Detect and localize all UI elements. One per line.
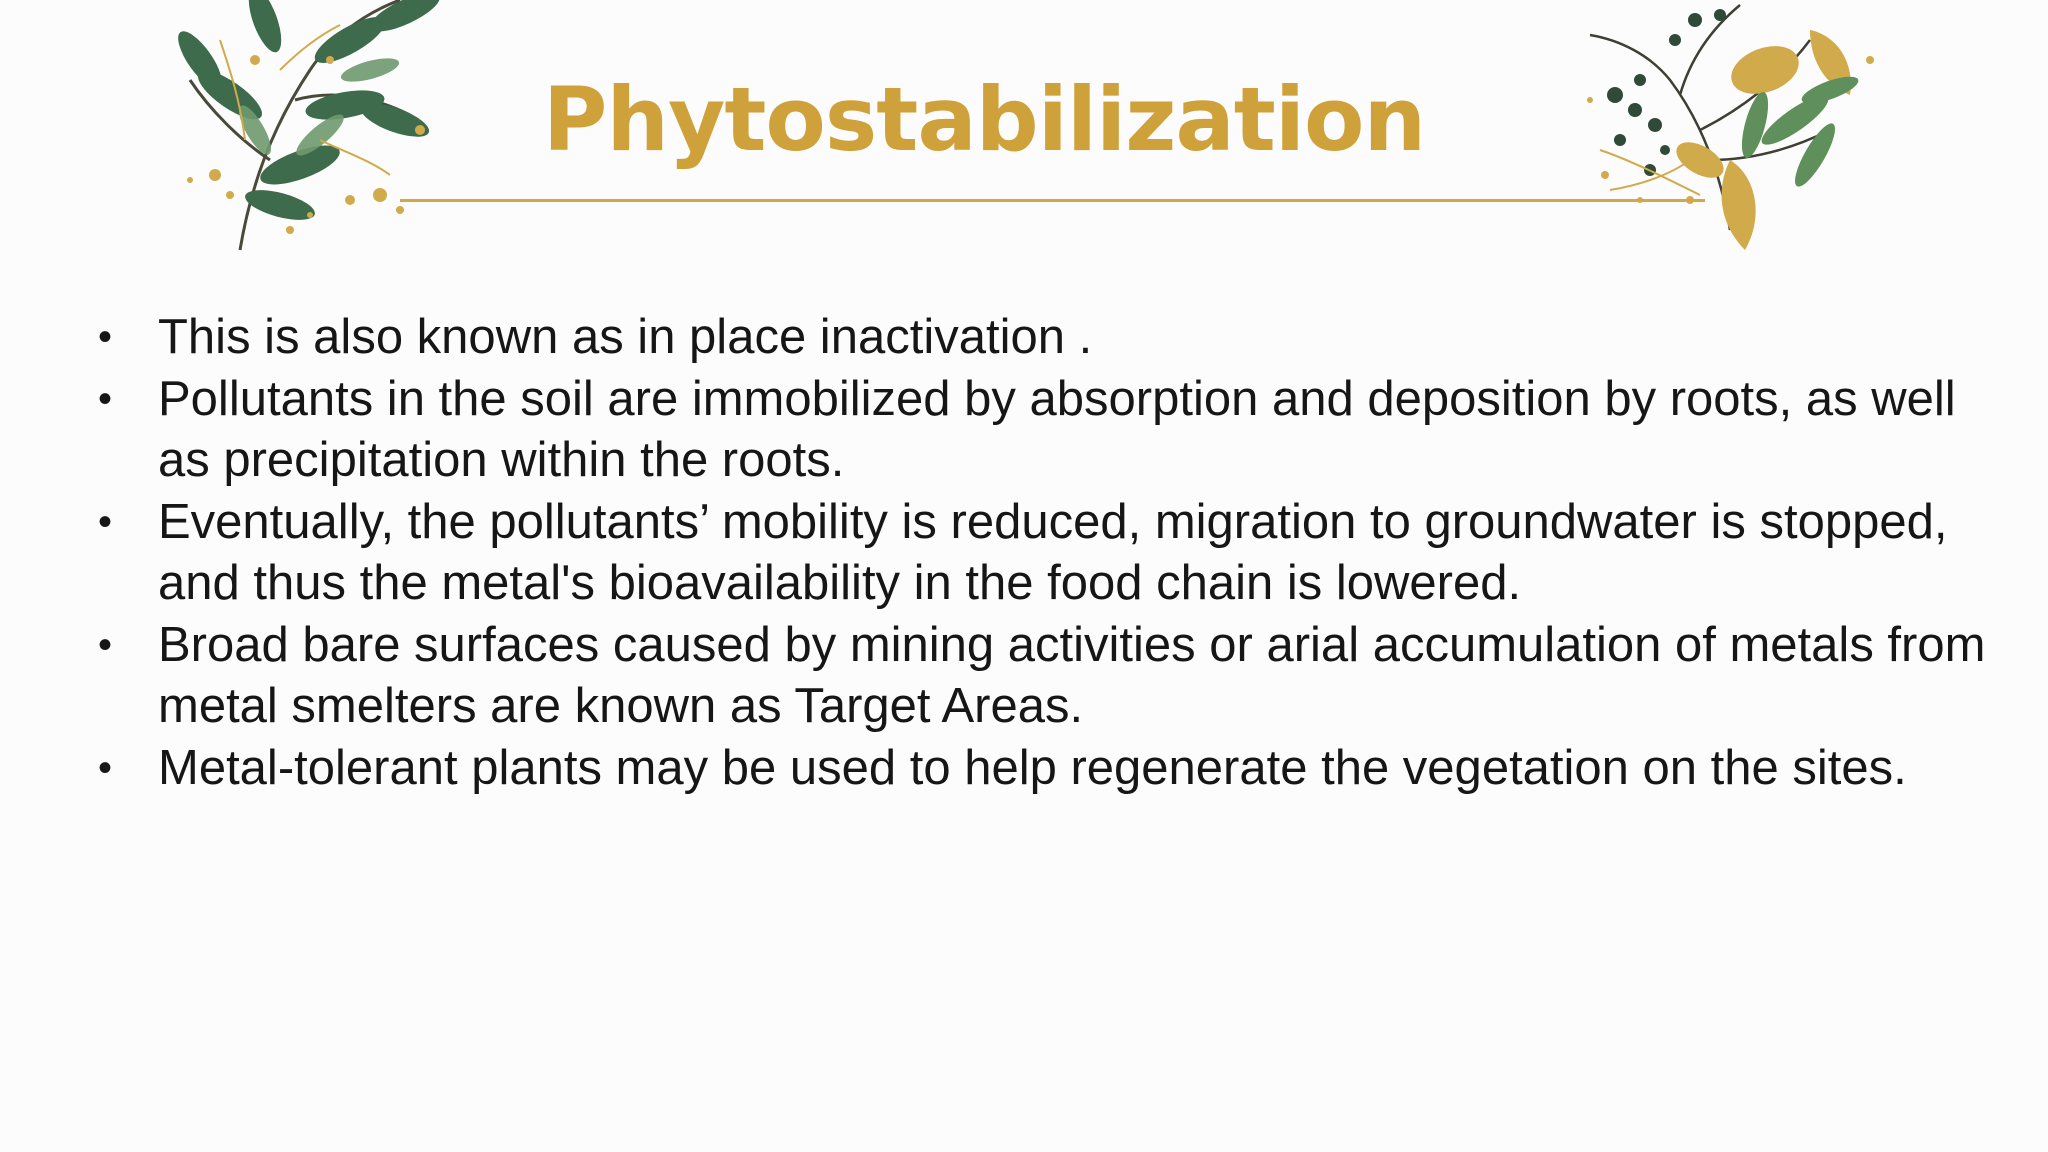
bullet-dot: • — [98, 315, 113, 359]
bullet-text: Broad bare surfaces caused by mining activities or arial accumulation of metals from metal smelters are known as Target Areas. — [158, 617, 1986, 733]
title-divider — [400, 199, 1705, 202]
bullet-item — [95, 369, 2015, 492]
bullet-dot: • — [98, 499, 113, 544]
bullet-text: Pollutants in the soil are immobilized by absorption and deposition by roots, as well as precipitation within the roots. — [158, 371, 1956, 487]
bullet-list — [95, 307, 2015, 799]
bullet-dot: • — [98, 376, 113, 421]
bullet-text: Metal-tolerant plants may be used to help regenerate the vegetation on the sites. — [158, 740, 1907, 795]
bullet-dot: • — [98, 622, 113, 667]
bullet-text: This is also known as in place inactivation . — [158, 310, 1093, 364]
bullet-item — [95, 307, 2015, 369]
slide-title: Phytostabilization — [542, 68, 1426, 171]
bullet-item — [95, 615, 2015, 738]
bullet-dot: • — [98, 745, 113, 790]
bullet-item — [95, 738, 2015, 800]
bullet-text: Eventually, the pollutants’ mobility is reduced, migration to groundwater is stopped, and thus the metal's bioavailability in the food chain is lowered. — [158, 494, 1948, 610]
bullet-item — [95, 492, 2015, 615]
